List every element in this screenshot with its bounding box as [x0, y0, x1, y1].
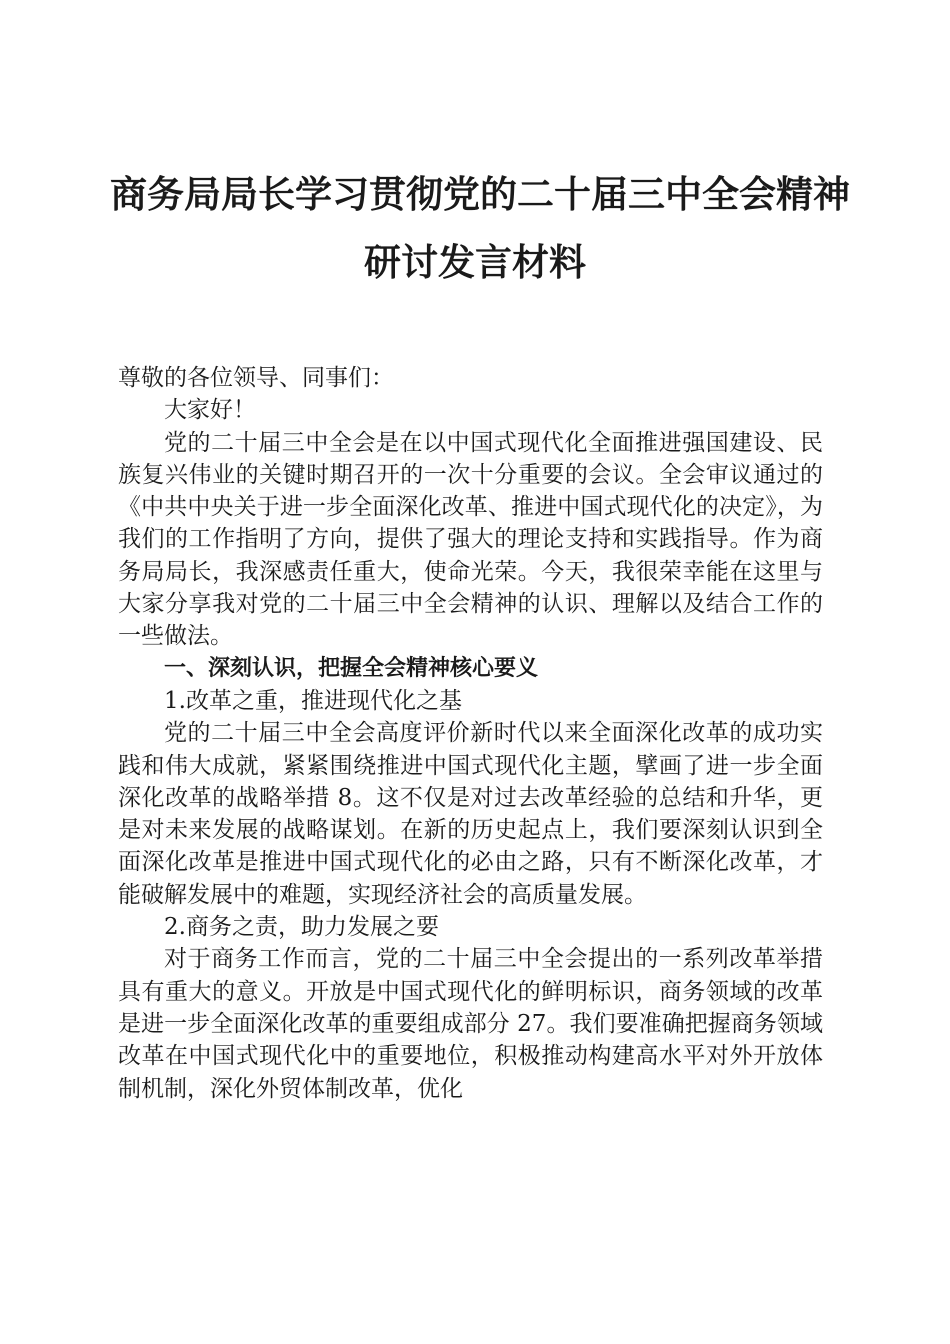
subsection-2-heading: 2.商务之责，助力发展之要 — [164, 914, 439, 941]
greeting: 大家好！ — [164, 397, 256, 424]
document-title-line-1: 商务局局长学习贯彻党的二十届三中全会精神 — [110, 172, 850, 216]
salutation: 尊敬的各位领导、同事们： — [118, 365, 394, 391]
document-body — [118, 362, 823, 1105]
intro-paragraph: 党的二十届三中全会是在以中国式现代化全面推进强国建设、民族复兴伟业的关键时期召开的一次十分重要的会议。全会审议通过的《中共中央关于进一步全面深化改革、推进中国式现代化的决定》，为我们的工作指明了方向，提供了强大的理论支持和实践指导。作为商务局局长，我深感责任重大，使命光荣。今天，我很荣幸能在这里与大家分享我对党的二十届三中全会精神的认识、理解以及结合工作的一些做法。 — [118, 429, 823, 650]
subsection-2-paragraph: 对于商务工作而言，党的二十届三中全会提出的一系列改革举措具有重大的意义。开放是中国式现代化的鲜明标识，商务领域的改革是进一步全面深化改革的重要组成部分 27。我们要准确把握商务领域改革在中国式现代化中的重要地位，积极推动构建高水平对外开放体制机制，深化外贸体制改革，优化 — [118, 946, 823, 1102]
subsection-1-heading: 1.改革之重，推进现代化之基 — [164, 687, 462, 714]
section-1-heading: 一、深刻认识，把握全会精神核心要义 — [164, 655, 539, 681]
subsection-1-paragraph: 党的二十届三中全会高度评价新时代以来全面深化改革的成功实践和伟大成就，紧紧围绕推进中国式现代化主题，擘画了进一步全面深化改革的战略举措 8。这不仅是对过去改革经验的总结和升华，更是对未来发展的战略谋划。在新的历史起点上，我们要深刻认识到全面深化改革是推进中国式现代化的必由之路，只有不断深化改革，才能破解发展中的难题，实现经济社会的高质量发展。 — [118, 720, 823, 908]
document-title-line-2: 研讨发言材料 — [364, 240, 586, 284]
